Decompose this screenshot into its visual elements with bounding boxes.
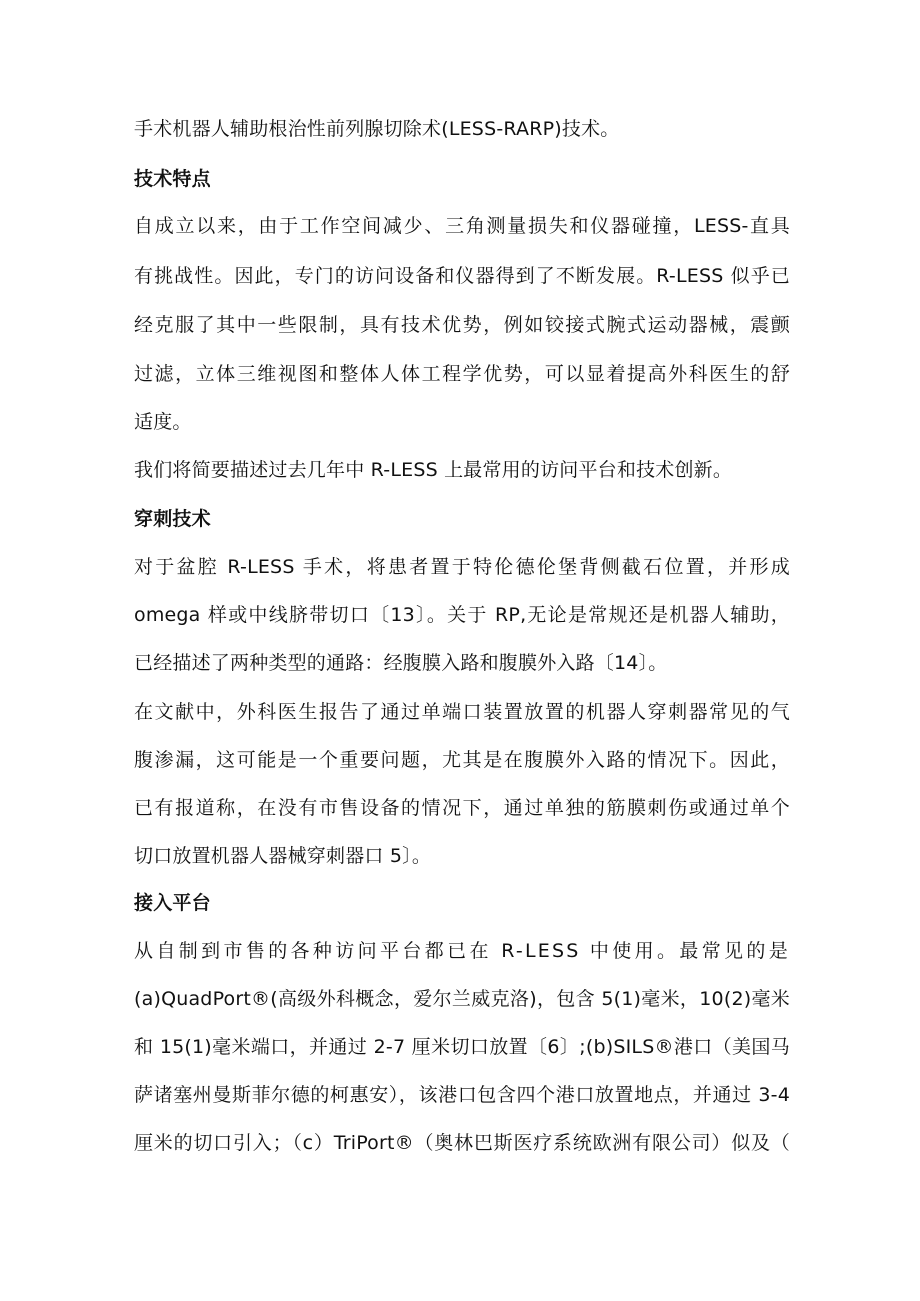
section-heading-tech-features: 技术特点 [134, 168, 211, 190]
paragraph-line: 从自制到市售的各种访问平台都已在 R-LESS 中使用。最常见的是 [134, 940, 790, 962]
paragraph-line: 自成立以来，由于工作空间减少、三角测量损失和仪器碰撞，LESS-直具 [134, 215, 790, 237]
section-heading-access-platform: 接入平台 [134, 892, 211, 914]
paragraph-line: 我们将简要描述过去几年中 R-LESS 上最常用的访问平台和技术创新。 [134, 459, 733, 481]
paragraph-line: 已有报道称，在没有市售设备的情况下，通过单独的筋膜刺伤或通过单个 [134, 797, 790, 819]
paragraph-line: 有挑战性。因此，专门的访问设备和仪器得到了不断发展。R-LESS 似乎已 [134, 265, 790, 287]
paragraph-line: 萨诸塞州曼斯菲尔德的柯惠安），该港口包含四个港口放置地点，并通过 3-4 [134, 1084, 790, 1106]
section-heading-puncture-technique: 穿刺技术 [134, 508, 211, 530]
paragraph-line: 厘米的切口引入；（c）TriPort®（奥林巴斯医疗系统欧洲有限公司）似及（ [134, 1132, 790, 1154]
paragraph-line: 切口放置机器人器械穿刺器口 5〕。 [134, 845, 432, 867]
paragraph-line: 腹渗漏，这可能是一个重要问题，尤其是在腹膜外入路的情况下。因此， [134, 749, 790, 771]
paragraph-line: 适度。 [134, 411, 192, 433]
paragraph-line: (a)QuadPort®(高级外科概念，爱尔兰威克洛)，包含 5(1)毫米，10(2)毫米 [134, 988, 790, 1010]
intro-line: 手术机器人辅助根治性前列腺切除术(LESS-RARP)技术。 [134, 118, 620, 140]
paragraph-line: 过滤，立体三维视图和整体人体工程学优势，可以显着提高外科医生的舒 [134, 363, 790, 385]
paragraph-line: 在文献中，外科医生报告了通过单端口装置放置的机器人穿刺器常见的气 [134, 701, 790, 723]
paragraph-line: 经克服了其中一些限制，具有技术优势，例如铰接式腕式运动器械，震颤 [134, 314, 790, 336]
paragraph-line: omega 样或中线脐带切口〔13〕。关于 RP,无论是常规还是机器人辅助， [134, 604, 790, 626]
paragraph-line: 已经描述了两种类型的通路：经腹膜入路和腹膜外入路〔14〕。 [134, 652, 668, 674]
paragraph-line: 和 15(1)毫米端口，并通过 2-7 厘米切口放置〔6〕;(b)SILS®港口（美国马 [134, 1036, 790, 1058]
paragraph-line: 对于盆腔 R-LESS 手术，将患者置于特伦德伦堡背侧截石位置，并形成 [134, 556, 790, 578]
